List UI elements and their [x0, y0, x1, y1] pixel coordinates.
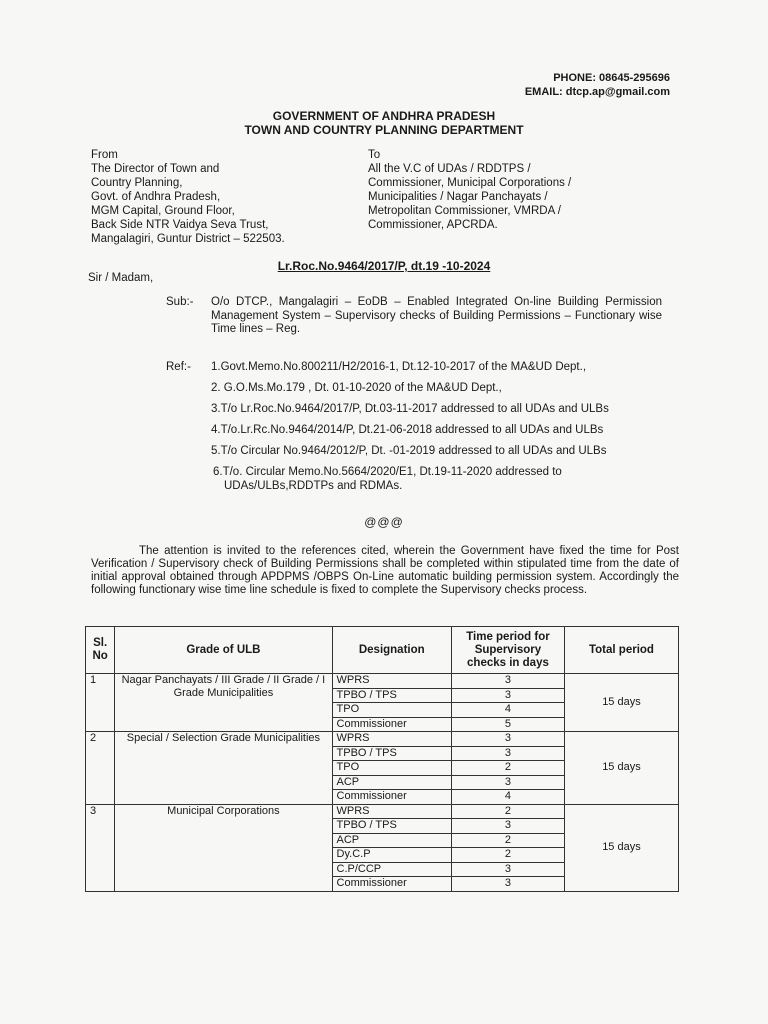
- salutation: Sir / Madam,: [88, 272, 154, 284]
- sl-no-cell: 3: [86, 804, 115, 891]
- designation-cell: Commissioner: [332, 877, 451, 892]
- table-header-row: [86, 627, 679, 674]
- header-grade: Grade of ULB: [115, 627, 332, 674]
- subject-label: Sub:-: [166, 296, 194, 308]
- body-paragraph: The attention is invited to the references cited, wherein the Government have fixed the time for Post Verification / Supervisory check of Building Permissions shall be completed within stipulated time from the date of initial approval obtained through APDPMS /OBPS On-Line automatic building permission system. Accordingly the following functionary wise time line schedule is fixed to complete the Supervisory checks process.: [91, 545, 679, 596]
- to-line: All the V.C of UDAs / RDDTPS /: [368, 163, 531, 175]
- from-address: [91, 148, 285, 246]
- designation-cell: ACP: [332, 833, 451, 848]
- to-address: [368, 148, 571, 232]
- days-cell: 2: [451, 848, 564, 863]
- days-cell: 3: [451, 877, 564, 892]
- reference-item: 6.T/o. Circular Memo.No.5664/2020/E1, Dt.19-11-2020 addressed to: [213, 466, 562, 478]
- designation-cell: WPRS: [332, 804, 451, 819]
- reference-item: 5.T/o Circular No.9464/2012/P, Dt. -01-2019 addressed to all UDAs and ULBs: [211, 445, 607, 457]
- from-line: Govt. of Andhra Pradesh,: [91, 191, 221, 203]
- to-label: To: [368, 149, 381, 161]
- to-line: Municipalities / Nagar Panchayats /: [368, 191, 548, 203]
- days-cell: 3: [451, 746, 564, 761]
- table-row: [86, 804, 679, 819]
- days-cell: 3: [451, 674, 564, 689]
- letter-reference-number: Lr.Roc.No.9464/2017/P, dt.19 -10-2024: [277, 259, 491, 273]
- days-cell: 2: [451, 761, 564, 776]
- references-label: Ref:-: [166, 361, 191, 373]
- from-label: From: [91, 149, 118, 161]
- contact-block: [525, 71, 670, 99]
- from-line: Back Side NTR Vaidya Seva Trust,: [91, 219, 269, 231]
- designation-cell: TPBO / TPS: [332, 746, 451, 761]
- reference-item: 3.T/o Lr.Roc.No.9464/2017/P, Dt.03-11-2017 addressed to all UDAs and ULBs: [211, 403, 609, 415]
- to-line: Commissioner, Municipal Corporations /: [368, 177, 572, 189]
- days-cell: 3: [451, 819, 564, 834]
- phone-number: PHONE: 08645-295696: [553, 72, 670, 84]
- days-cell: 3: [451, 688, 564, 703]
- from-line: Mangalagiri, Guntur District – 522503.: [91, 233, 285, 245]
- supervisory-schedule-table: [85, 626, 679, 892]
- reference-item: 2. G.O.Ms.Mo.179 , Dt. 01-10-2020 of the MA&UD Dept.,: [211, 382, 502, 394]
- reference-item-continued: UDAs/ULBs,RDDTPs and RDMAs.: [224, 480, 403, 492]
- total-period-cell: 15 days: [564, 674, 678, 732]
- days-cell: 2: [451, 804, 564, 819]
- to-line: Commissioner, APCRDA.: [368, 219, 498, 231]
- days-cell: 5: [451, 717, 564, 732]
- days-cell: 3: [451, 732, 564, 747]
- days-cell: 4: [451, 790, 564, 805]
- table-row: [86, 674, 679, 689]
- sl-no-cell: 2: [86, 732, 115, 805]
- government-heading: GOVERNMENT OF ANDHRA PRADESH: [272, 109, 496, 123]
- reference-item: 4.T/o.Lr.Rc.No.9464/2014/P, Dt.21-06-2018 addressed to all UDAs and ULBs: [211, 424, 604, 436]
- total-period-cell: 15 days: [564, 732, 678, 805]
- sl-no-cell: 1: [86, 674, 115, 732]
- designation-cell: WPRS: [332, 732, 451, 747]
- days-cell: 4: [451, 703, 564, 718]
- subject-text: O/o DTCP., Mangalagiri – EoDB – Enabled Integrated On-line Building Permission Management System – Supervisory checks of Building Permissions – Functionary wise Time lines – Reg.: [211, 296, 662, 335]
- designation-cell: WPRS: [332, 674, 451, 689]
- designation-cell: TPO: [332, 703, 451, 718]
- designation-cell: TPBO / TPS: [332, 819, 451, 834]
- total-period-cell: 15 days: [564, 804, 678, 891]
- reference-item: 1.Govt.Memo.No.800211/H2/2016-1, Dt.12-10-2017 of the MA&UD Dept.,: [211, 361, 587, 373]
- designation-cell: C.P/CCP: [332, 862, 451, 877]
- header-sl-no: Sl. No: [86, 627, 115, 674]
- grade-cell: Municipal Corporations: [115, 804, 332, 891]
- grade-cell: Special / Selection Grade Municipalities: [115, 732, 332, 805]
- department-heading: TOWN AND COUNTRY PLANNING DEPARTMENT: [244, 123, 524, 137]
- designation-cell: ACP: [332, 775, 451, 790]
- header-designation: Designation: [332, 627, 451, 674]
- to-line: Metropolitan Commissioner, VMRDA /: [368, 205, 562, 217]
- from-line: MGM Capital, Ground Floor,: [91, 205, 235, 217]
- designation-cell: Commissioner: [332, 717, 451, 732]
- header-time-period: Time period for Supervisory checks in days: [451, 627, 564, 674]
- days-cell: 3: [451, 775, 564, 790]
- designation-cell: TPBO / TPS: [332, 688, 451, 703]
- header-total-period: Total period: [564, 627, 678, 674]
- section-separator: @@@: [364, 515, 404, 529]
- days-cell: 2: [451, 833, 564, 848]
- email-address: EMAIL: dtcp.ap@gmail.com: [524, 86, 670, 98]
- from-line: Country Planning,: [91, 177, 183, 189]
- from-line: The Director of Town and: [91, 163, 220, 175]
- designation-cell: TPO: [332, 761, 451, 776]
- days-cell: 3: [451, 862, 564, 877]
- designation-cell: Dy.C.P: [332, 848, 451, 863]
- table-row: [86, 732, 679, 747]
- grade-cell: Nagar Panchayats / III Grade / II Grade / I Grade Municipalities: [115, 674, 332, 732]
- designation-cell: Commissioner: [332, 790, 451, 805]
